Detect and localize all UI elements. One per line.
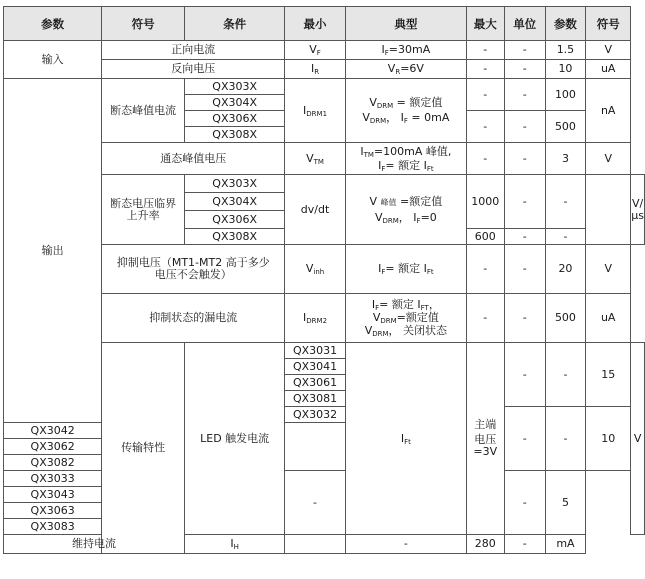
param-label: LED 触发电流 — [185, 343, 285, 535]
group-input: 输入 — [4, 41, 102, 79]
header-condition: 条件 — [185, 7, 285, 41]
table-row — [4, 79, 645, 95]
symbol2-cell: uA — [586, 294, 631, 343]
param-label: 维持电流 — [4, 535, 185, 554]
symbol-cell: $V_{TM}$ — [285, 143, 346, 175]
spec-table — [3, 6, 645, 554]
typical-cell: $V_R=6V$ — [345, 60, 466, 79]
symbol-cell: $V_F$ — [285, 41, 346, 60]
header-param: 参数 — [4, 7, 102, 41]
symbol2-cell: V — [586, 245, 631, 294]
unit-cell: - — [504, 245, 545, 294]
model-cell: QX3081 — [285, 391, 346, 407]
param-value-cell: 1.5 — [545, 41, 585, 60]
param-value-cell: 500 — [545, 294, 585, 343]
symbol-cell: $V_{inh}$ — [285, 245, 346, 294]
symbol-cell: $I_R$ — [285, 60, 346, 79]
max-cell: - — [466, 294, 504, 343]
unit-cell: - — [504, 41, 545, 60]
min-cell: 1000 — [466, 175, 504, 229]
model-cell: QX3042 — [4, 423, 102, 439]
param-value-cell: 5 — [545, 471, 585, 535]
model-cell: QX3031 — [285, 343, 346, 359]
symbol-cell: $I_{DRM1}$ — [285, 79, 346, 143]
param-value-cell: 500 — [545, 111, 585, 143]
symbol-cell: $I_H$ — [185, 535, 285, 554]
table-row — [4, 535, 645, 554]
symbol2-cell: uA — [586, 60, 631, 79]
typical-cell: $I_{TM}=100mA$ 峰值, $I_F=$ 额定 $I_{Ft}$ — [345, 143, 466, 175]
table-row — [4, 41, 645, 60]
min-cell: 600 — [466, 229, 504, 245]
unit-cell: - — [504, 111, 545, 143]
param-value-cell: 20 — [545, 245, 585, 294]
model-cell: QX308X — [185, 229, 285, 245]
header-symbol2: 符号 — [586, 7, 631, 41]
model-cell: QX3041 — [285, 359, 346, 375]
unit-cell: - — [504, 143, 545, 175]
model-cell: QX303X — [185, 175, 285, 193]
model-cell: QX304X — [185, 193, 285, 211]
max-cell: - — [285, 471, 346, 535]
unit-cell: - — [504, 471, 545, 535]
param-label: 反向电压 — [102, 60, 285, 79]
spec-table-wrapper — [3, 6, 645, 554]
param-label: 断态电压临界 上升率 — [102, 175, 185, 245]
group-transfer: 传输特性 — [102, 343, 185, 554]
max-cell: - — [466, 143, 504, 175]
max-cell: - — [466, 245, 504, 294]
model-cell: QX308X — [185, 127, 285, 143]
model-cell: QX304X — [185, 95, 285, 111]
model-cell: QX3061 — [285, 375, 346, 391]
param-label: 抑制电压（MT1-MT2 高于多少 电压不会触发） — [102, 245, 285, 294]
header-symbol: 符号 — [102, 7, 185, 41]
model-cell: QX303X — [185, 79, 285, 95]
symbol2-cell: V — [586, 143, 631, 175]
symbol-cell: $I_{Ft}$ — [345, 343, 466, 535]
model-cell: QX3043 — [4, 487, 102, 503]
param-value-cell: 10 — [545, 60, 585, 79]
typical-cell: $V_{DRM}$ = 额定值 $V_{DRM}$， $I_F = 0mA$ — [345, 79, 466, 143]
header-unit: 单位 — [504, 7, 545, 41]
unit-cell: - — [504, 60, 545, 79]
table-row — [4, 471, 645, 487]
max-cell: - — [466, 60, 504, 79]
symbol-cell: dv/dt — [285, 175, 346, 245]
symbol2-cell: V — [631, 343, 645, 535]
unit-cell: - — [545, 229, 585, 245]
model-cell: QX306X — [185, 211, 285, 229]
typical-cell: $I_F=$ 额定 $I_{FT}$， $V_{DRM}=$额定值 $V_{DRM}$， 关闭状态 — [345, 294, 466, 343]
symbol2-cell: nA — [586, 79, 631, 143]
max-cell: - — [504, 343, 545, 407]
param-value-cell: - — [504, 535, 545, 554]
unit-cell: - — [545, 407, 585, 471]
param-label: 断态峰值电流 — [102, 79, 185, 143]
param-value-cell — [586, 175, 631, 245]
param-value-cell: 10 — [586, 407, 631, 471]
unit-cell: - — [545, 343, 585, 407]
typical-cell — [285, 535, 346, 554]
symbol2-cell: V — [586, 41, 631, 60]
unit-cell: - — [504, 294, 545, 343]
header-max: 最大 — [466, 7, 504, 41]
param-label: 通态峰值电压 — [102, 143, 285, 175]
param-label: 正向电流 — [102, 41, 285, 60]
param-value-cell: 100 — [545, 79, 585, 111]
max-cell: - — [466, 41, 504, 60]
header-param2: 参数 — [545, 7, 585, 41]
group-output: 输出 — [4, 79, 102, 423]
max-cell: - — [504, 229, 545, 245]
symbol-cell: $I_{DRM2}$ — [285, 294, 346, 343]
typical-cell: 主端 电压=3V — [466, 343, 504, 535]
max-cell: - — [466, 111, 504, 143]
header-row — [4, 7, 645, 41]
model-cell: QX3062 — [4, 439, 102, 455]
model-cell: QX3083 — [4, 519, 102, 535]
symbol2-cell: V/μs — [631, 175, 645, 245]
model-cell: QX3033 — [4, 471, 102, 487]
unit-cell: 280 — [466, 535, 504, 554]
symbol2-cell: mA — [545, 535, 585, 554]
header-min: 最小 — [285, 7, 346, 41]
param-value-cell: 3 — [545, 143, 585, 175]
param-label: 抑制状态的漏电流 — [102, 294, 285, 343]
unit-cell: - — [545, 175, 585, 229]
header-typical: 典型 — [345, 7, 466, 41]
param-value-cell: 15 — [586, 343, 631, 407]
model-cell: QX3082 — [4, 455, 102, 471]
typical-cell: $I_F=$ 额定 $I_{Ft}$ — [345, 245, 466, 294]
model-cell: QX3063 — [4, 503, 102, 519]
model-cell: QX306X — [185, 111, 285, 127]
typical-cell: $I_F=30mA$ — [345, 41, 466, 60]
unit-cell: - — [504, 79, 545, 111]
max-cell: - — [504, 175, 545, 229]
max-cell: - — [345, 535, 466, 554]
model-cell: QX3032 — [285, 407, 346, 423]
max-cell: - — [466, 79, 504, 111]
max-cell: - — [504, 407, 545, 471]
typical-cell: V 峰值 =额定值 $V_{DRM}$， $I_F=0$ — [345, 175, 466, 245]
